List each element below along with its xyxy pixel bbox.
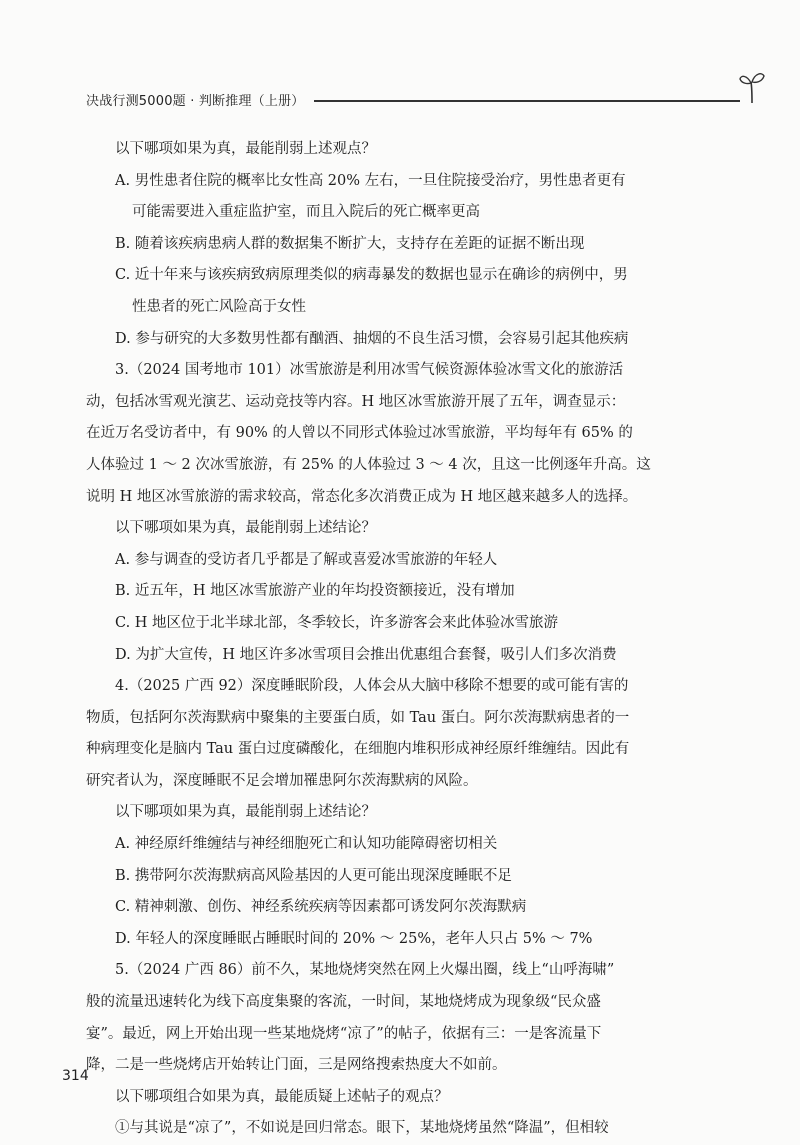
text-line: 以下哪项组合如果为真，最能质疑上述帖子的观点？ bbox=[115, 1088, 449, 1105]
text-line: B. 携带阿尔茨海默病高风险基因的人更可能出现深度睡眠不足 bbox=[115, 867, 512, 884]
text-line: 人体验过 1 ～ 2 次冰雪旅游，有 25% 的人体验过 3 ～ 4 次，且这一比例逐年升高。这 bbox=[86, 456, 651, 473]
text-line: D. 为扩大宣传，H 地区许多冰雪项目会推出优惠组合套餐，吸引人们多次消费 bbox=[115, 646, 617, 663]
text-line: 研究者认为，深度睡眠不足会增加罹患阿尔茨海默病的风险。 bbox=[86, 772, 478, 789]
text-line: A. 男性患者住院的概率比女性高 20% 左右，一旦住院接受治疗，男性患者更有 bbox=[115, 172, 626, 189]
page-body bbox=[86, 134, 668, 1145]
header-rule bbox=[314, 100, 740, 102]
text-line: 般的流量迅速转化为线下高度集聚的客流，一时间，某地烧烤成为现象级“民众盛 bbox=[86, 994, 601, 1011]
text-line: 在近万名受访者中，有 90% 的人曾以不同形式体验过冰雪旅游，平均每年有 65% 的 bbox=[86, 425, 633, 442]
text-line: A. 参与调查的受访者几乎都是了解或喜爱冰雪旅游的年轻人 bbox=[115, 551, 498, 568]
text-line: ①与其说是“凉了”，不如说是回归常态。眼下，某地烧烤虽然“降温”，但相较 bbox=[115, 1120, 609, 1137]
text-line: 说明 H 地区冰雪旅游的需求较高，常态化多次消费正成为 H 地区越来越多人的选择。 bbox=[86, 488, 638, 505]
text-line: 性患者的死亡风险高于女性 bbox=[132, 298, 306, 315]
text-line: 以下哪项如果为真，最能削弱上述结论？ bbox=[115, 804, 376, 821]
text-line: 3.（2024 国考地市 101）冰雪旅游是利用冰雪气候资源体验冰雪文化的旅游活 bbox=[115, 362, 624, 379]
text-line: C. 近十年来与该疾病致病原理类似的病毒暴发的数据也显示在确诊的病例中，男 bbox=[115, 267, 628, 284]
text-line: 可能需要进入重症监护室，而且入院后的死亡概率更高 bbox=[132, 204, 480, 221]
text-line: 4.（2025 广西 92）深度睡眠阶段，人体会从大脑中移除不想要的或可能有害的 bbox=[115, 678, 629, 695]
text-line: 物质，包括阿尔茨海默病中聚集的主要蛋白质，如 Tau 蛋白。阿尔茨海默病患者的一 bbox=[86, 709, 630, 726]
text-line: 降，二是一些烧烤店开始转让门面，三是网络搜索热度大不如前。 bbox=[86, 1057, 507, 1074]
book-title: 决战行测5000题 · 判断推理（上册） bbox=[86, 94, 305, 109]
text-line: 动，包括冰雪观光演艺、运动竞技等内容。H 地区冰雪旅游开展了五年，调查显示： bbox=[86, 393, 626, 410]
text-line: D. 参与研究的大多数男性都有酗酒、抽烟的不良生活习惯，会容易引起其他疾病 bbox=[115, 330, 629, 347]
text-line: D. 年轻人的深度睡眠占睡眠时间的 20% ～ 25%，老年人只占 5% ～ 7% bbox=[115, 930, 593, 947]
text-line: 以下哪项如果为真，最能削弱上述结论？ bbox=[115, 520, 376, 537]
running-header bbox=[86, 88, 670, 116]
sprout-icon bbox=[738, 70, 766, 104]
text-line: C. 精神刺激、创伤、神经系统疾病等因素都可诱发阿尔茨海默病 bbox=[115, 899, 527, 916]
text-line: 5.（2024 广西 86）前不久，某地烧烤突然在网上火爆出圈，线上“山呼海啸” bbox=[115, 962, 615, 979]
text-line: 种病理变化是脑内 Tau 蛋白过度磷酸化，在细胞内堆积形成神经原纤维缠结。因此有 bbox=[86, 741, 630, 758]
text-line: B. 随着该疾病患病人群的数据集不断扩大，支持存在差距的证据不断出现 bbox=[115, 235, 585, 252]
page-number: 314 bbox=[62, 1068, 89, 1084]
text-line: C. H 地区位于北半球北部，冬季较长，许多游客会来此体验冰雪旅游 bbox=[115, 614, 559, 631]
text-line: A. 神经原纤维缠结与神经细胞死亡和认知功能障碍密切相关 bbox=[115, 836, 498, 853]
text-line: 宴”。最近，网上开始出现一些某地烧烤“凉了”的帖子，依据有三：一是客流量下 bbox=[86, 1025, 602, 1042]
text-line: B. 近五年，H 地区冰雪旅游产业的年均投资额接近，没有增加 bbox=[115, 583, 515, 600]
text-line: 以下哪项如果为真，最能削弱上述观点？ bbox=[115, 141, 376, 157]
